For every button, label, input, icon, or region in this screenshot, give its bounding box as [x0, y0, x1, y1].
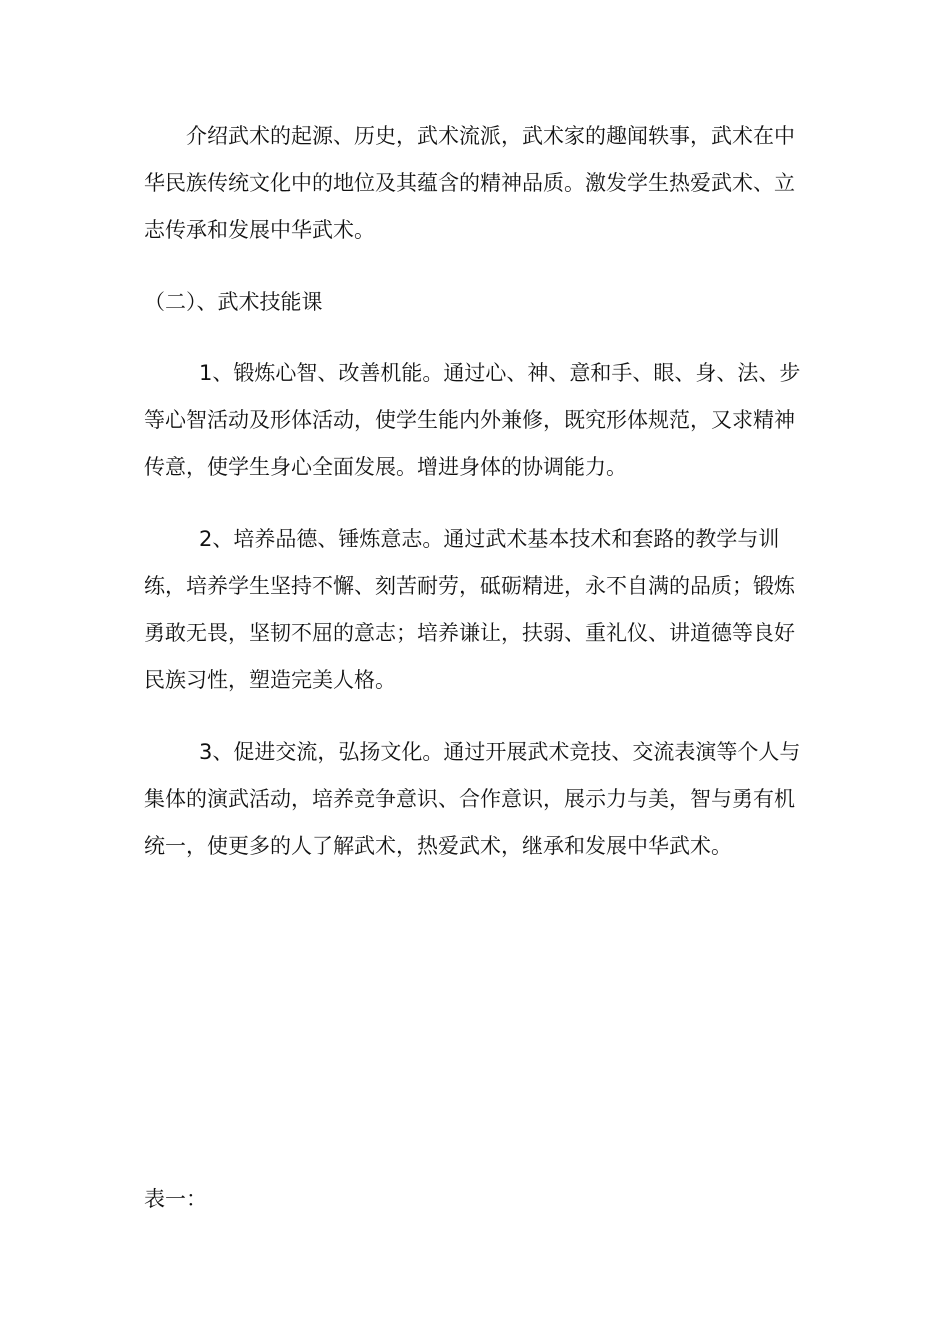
section-heading: （二）、武术技能课 [144, 290, 323, 314]
list-item: 1、锻炼心智、改善机能。通过心、神、意和手、眼、身、法、步等心智活动及形体活动，使学生能内外兼修，既究形体规范，又求精神传意，使学生身心全面发展。增进身体的协调能力。 [144, 361, 801, 479]
list-item: 3、促进交流，弘扬文化。通过开展武术竞技、交流表演等个人与集体的演武活动，培养竞争意识、合作意识，展示力与美，智与勇有机统一，使更多的人了解武术，热爱武术，继承和发展中华武术。 [144, 740, 801, 858]
table-label: 表一： [144, 1187, 207, 1211]
list-item: 2、培养品德、锤炼意志。通过武术基本技术和套路的教学与训练，培养学生坚持不懈、刻苦耐劳，砥砺精进，永不自满的品质；锻炼勇敢无畏，坚韧不屈的意志；培养谦让，扶弱、重礼仪、讲道德等良好民族习性，塑造完美人格。 [144, 527, 795, 692]
intro-paragraph: 介绍武术的起源、历史，武术流派，武术家的趣闻轶事，武术在中华民族传统文化中的地位及其蕴含的精神品质。激发学生热爱武术、立志传承和发展中华武术。 [144, 124, 795, 242]
